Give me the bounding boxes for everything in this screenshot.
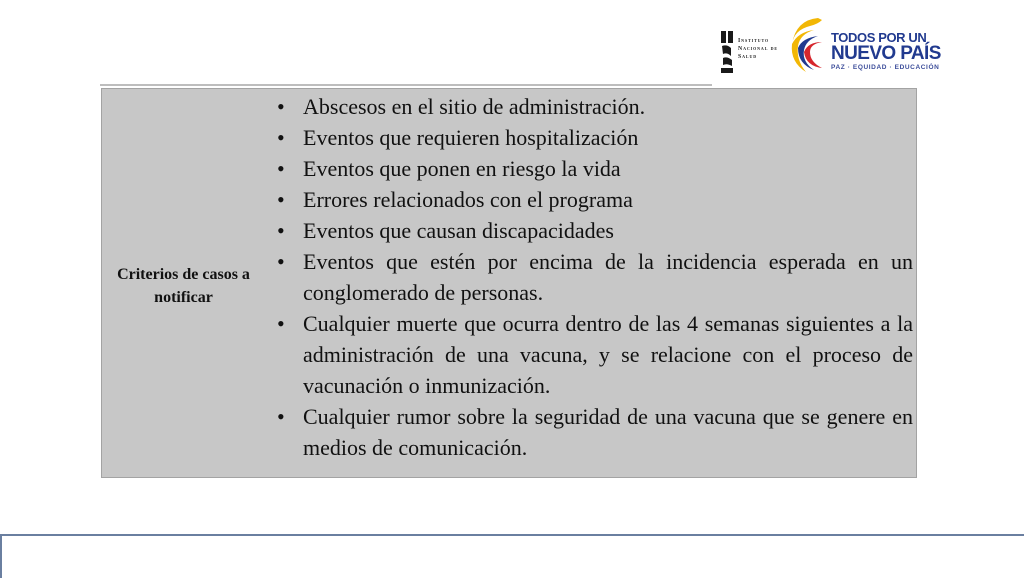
criteria-item: • Eventos que causan discapacidades	[273, 215, 913, 246]
footer-bar	[0, 534, 1024, 578]
criteria-item: • Cualquier muerte que ocurra dentro de las 4 semanas siguientes a la administración de una vacuna, y se relacione con el proceso de vacunación o inmunización.	[273, 308, 913, 401]
criteria-label-cell	[102, 89, 265, 477]
ins-logo-line: Nacional de	[738, 46, 778, 52]
criteria-list	[273, 91, 913, 463]
top-divider	[100, 84, 712, 86]
gov-logo-line2: NUEVO PAÍS	[831, 43, 941, 64]
criteria-item: • Eventos que estén por encima de la incidencia esperada en un conglomerado de personas.	[273, 246, 913, 308]
ins-logo-line: Instituto	[738, 38, 769, 44]
gov-logo-line3: PAZ · EQUIDAD · EDUCACIÓN	[831, 64, 940, 71]
criteria-list-cell	[273, 91, 913, 463]
ins-logo-line: Salud	[738, 54, 758, 60]
gov-logo-line1: TODOS POR UN	[831, 30, 927, 45]
criteria-item: • Eventos que requieren hospitalización	[273, 122, 913, 153]
ins-logo-icon	[720, 30, 734, 74]
criteria-item: • Abscesos en el sitio de administración.	[273, 91, 913, 122]
criteria-item: • Eventos que ponen en riesgo la vida	[273, 153, 913, 184]
criteria-label: Criterios de casos a notificar	[117, 266, 250, 306]
gov-swirl-icon	[788, 14, 830, 80]
criteria-item: • Cualquier rumor sobre la seguridad de una vacuna que se genere en medios de comunicación.	[273, 401, 913, 463]
gov-logo-text	[831, 31, 941, 73]
criteria-table	[101, 88, 917, 478]
criteria-item: • Errores relacionados con el programa	[273, 184, 913, 215]
